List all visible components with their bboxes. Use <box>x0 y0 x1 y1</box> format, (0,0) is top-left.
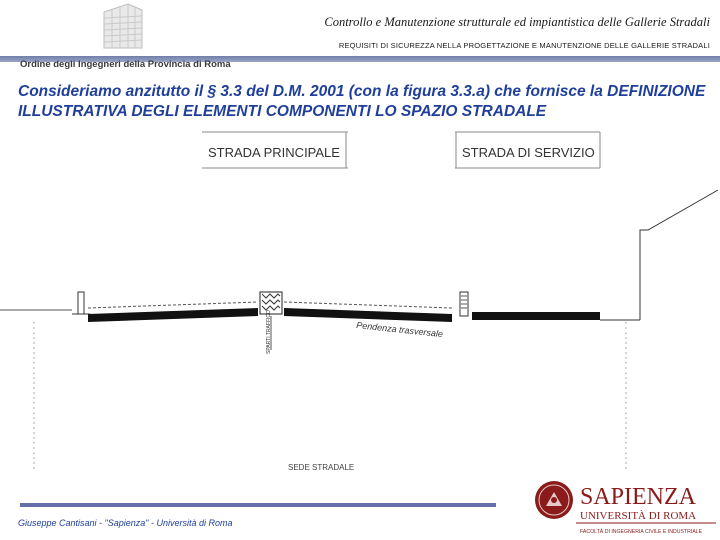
right-barrier-icon <box>460 292 468 316</box>
footer-author: Giuseppe Cantisani - "Sapienza" - Università di Roma <box>18 518 233 528</box>
left-barrier-icon <box>72 292 90 314</box>
footer-rule <box>20 503 496 507</box>
university-seal-icon <box>535 481 573 519</box>
slide-heading: Consideriamo anzitutto il § 3.3 del D.M. 2001 (con la figura 3.3.a) che fornisce la DEFINIZIONE ILLUSTRATIVA DEGLI ELEMENTI COMPONENTI LO SPAZIO STRADALE <box>18 83 706 120</box>
organization-label: Ordine degli Ingegneri della Provincia di Roma <box>20 59 231 70</box>
road-cross-section-figure <box>0 122 720 488</box>
service-road-label-box <box>455 132 600 168</box>
logo-name: SAPIENZA <box>580 484 697 510</box>
main-road-label: STRADA PRINCIPALE <box>208 145 340 160</box>
building-logo-icon <box>100 2 146 50</box>
presentation-title: Controllo e Manutenzione strutturale ed impiantistica delle Gallerie Stradali <box>324 15 710 29</box>
slope-label: Pendenza trasversale <box>355 320 444 340</box>
service-road-label: STRADA DI SERVIZIO <box>462 145 595 160</box>
median-label: SPARTI TRAFFICO <box>266 310 272 354</box>
main-road-label-box <box>202 132 348 168</box>
presentation-subtitle: REQUISITI DI SICUREZZA NELLA PROGETTAZIONE E MANUTENZIONE DELLE GALLERIE STRADALI <box>338 41 710 50</box>
sapienza-logo <box>528 478 718 538</box>
road-width-label: SEDE STRADALE <box>288 463 355 472</box>
logo-faculty: FACOLTÀ DI INGEGNERIA CIVILE E INDUSTRIALE <box>580 529 703 535</box>
logo-university: UNIVERSITÀ DI ROMA <box>580 510 697 522</box>
median-divider-icon <box>260 292 282 354</box>
